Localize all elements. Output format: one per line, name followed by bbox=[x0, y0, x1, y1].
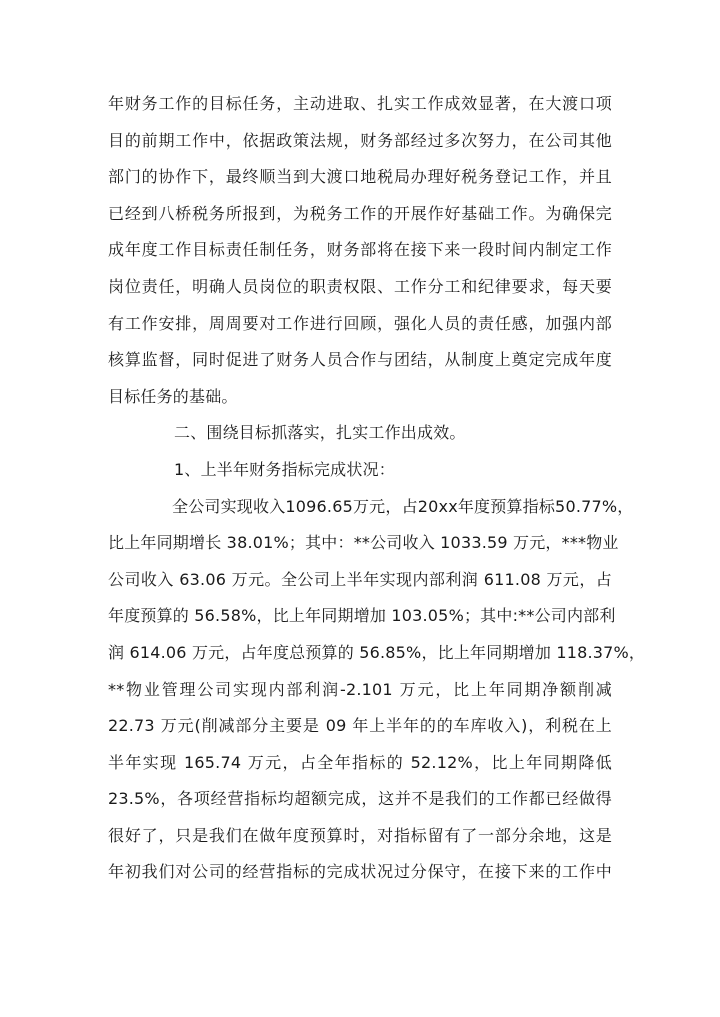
paragraph-line: 年财务工作的目标任务，主动进取、扎实工作成效显著，在大渡口项 bbox=[108, 94, 612, 113]
paragraph-line: 已经到八桥税务所报到，为税务工作的开展作好基础工作。为确保完 bbox=[108, 203, 612, 223]
paragraph-line: 年初我们对公司的经营指标的完成状况过分保守，在接下来的工作中 bbox=[108, 862, 612, 882]
section-heading: 二、围绕目标抓落实，扎实工作出成效。 bbox=[174, 423, 466, 443]
subsection-heading: 1、上半年财务指标完成状况： bbox=[174, 459, 395, 479]
paragraph-line: 目的前期工作中，依据政策法规，财务部经过多次努力，在公司其他 bbox=[108, 130, 612, 150]
paragraph-line: 全公司实现收入1096.65万元，占20xx年度预算指标50.77%， bbox=[172, 496, 634, 516]
paragraph-line: 年度预算的 56.58%，比上年同期增加 103.05%；其中:**公司内部利 bbox=[108, 606, 616, 626]
paragraph-line: 有工作安排，周周要对工作进行回顾，强化人员的责任感，加强内部 bbox=[108, 313, 612, 333]
paragraph-line: 岗位责任，明确人员岗位的职责权限、工作分工和纪律要求，每天要 bbox=[108, 276, 612, 296]
paragraph-line: 目标任务的基础。 bbox=[108, 386, 238, 406]
paragraph-line: **物业管理公司实现内部利润-2.101 万元，比上年同期净额削减 bbox=[108, 679, 612, 699]
paragraph-line: 部门的协作下，最终顺当到大渡口地税局办理好税务登记工作，并且 bbox=[108, 167, 612, 187]
paragraph-line: 润 614.06 万元，占年度总预算的 56.85%，比上年同期增加 118.37%， bbox=[108, 642, 646, 662]
paragraph-line: 22.73 万元(削减部分主要是 09 年上半年的的车库收入)，利税在上 bbox=[108, 716, 612, 736]
paragraph-line: 23.5%，各项经营指标均超额完成，这并不是我们的工作都已经做得 bbox=[108, 789, 612, 809]
paragraph-line: 核算监督，同时促进了财务人员合作与团结，从制度上奠定完成年度 bbox=[108, 350, 612, 370]
paragraph-line: 半年实现 165.74 万元，占全年指标的 52.12%，比上年同期降低 bbox=[108, 752, 612, 772]
body-text bbox=[108, 86, 646, 891]
paragraph-line: 比上年同期增长 38.01%；其中：**公司收入 1033.59 万元，***物业 bbox=[108, 533, 619, 553]
paragraph-line: 公司收入 63.06 万元。全公司上半年实现内部利润 611.08 万元，占 bbox=[108, 569, 612, 589]
paragraph-line: 成年度工作目标责任制任务，财务部将在接下来一段时间内制定工作 bbox=[108, 240, 612, 260]
paragraph-line: 很好了，只是我们在做年度预算时，对指标留有了一部分余地，这是 bbox=[108, 825, 612, 845]
